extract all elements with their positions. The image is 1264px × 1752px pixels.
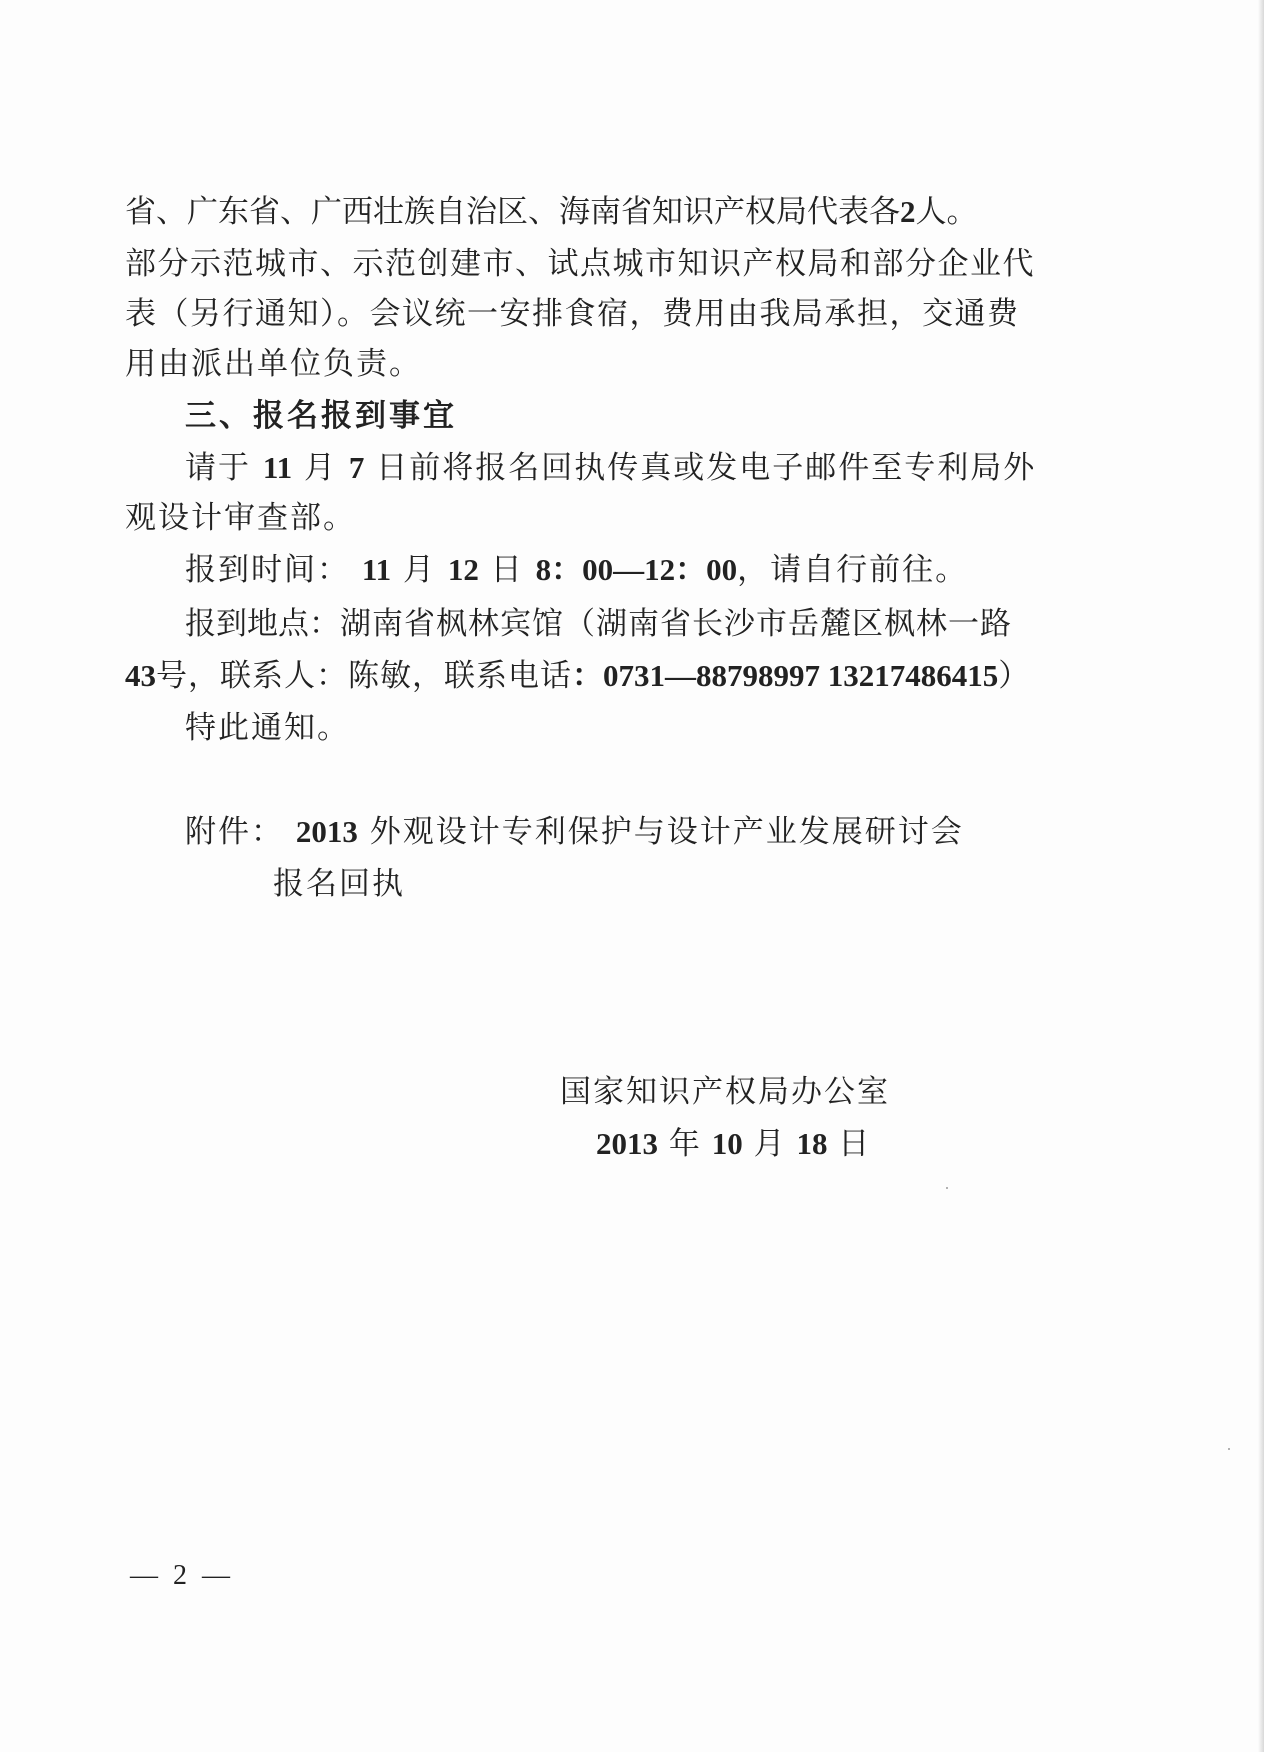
page-number: — 2 — (130, 1560, 234, 1591)
text-segment: 年 (668, 1126, 701, 1162)
bold-number: 2 (900, 194, 916, 229)
attachment-line-2: 报名回执 (273, 866, 405, 902)
text-segment: 省、广东省、广西壮族自治区、海南省知识产权局代表各 (125, 194, 900, 230)
bold-number: 12 (447, 552, 479, 587)
paragraph-1-line-2 (125, 244, 1035, 284)
paragraph-2-line-1 (185, 448, 1036, 488)
bold-number: 43 (125, 658, 156, 693)
text-segment: 部分示范城市、示范创建市、试点城市知识产权局和部分企业代 (125, 246, 1035, 282)
bold-number: 7 (348, 450, 365, 485)
text-segment: 月 (403, 552, 437, 588)
attachment-line-1 (185, 812, 964, 852)
text-segment: ） (998, 658, 1030, 694)
text-segment: 日前将报名回执传真或发电子邮件至专利局外 (376, 450, 1037, 486)
paragraph-1-line-1 (125, 192, 978, 232)
text-segment: 日 (490, 552, 524, 588)
attachment-title: 外观设计专利保护与设计产业发展研讨会 (369, 814, 964, 850)
text-segment: ，请自行前往。 (737, 552, 969, 588)
scan-speck (946, 1187, 948, 1189)
field-label: 报到地点： (185, 606, 340, 642)
bold-number: 2013 (596, 1126, 658, 1161)
section-3-heading: 三、报名报到事宜 (185, 398, 457, 434)
scan-speck (1228, 1448, 1230, 1450)
text-segment: 请于 (185, 450, 251, 486)
scan-edge-shadow (1258, 0, 1264, 1752)
paragraph-1-line-3 (125, 294, 1020, 334)
text-segment: 日 (838, 1126, 871, 1162)
text-segment: 月 (753, 1126, 786, 1162)
bold-number: 11 (262, 450, 293, 485)
text-segment: 观设计审查部。 (125, 500, 356, 536)
closing-line: 特此通知。 (185, 710, 350, 746)
text-segment (900, 192, 978, 232)
phone-numbers: ：0731—88798997 13217486415 (572, 658, 999, 693)
text-segment: 用由派出单位负责。 (125, 346, 422, 382)
registration-place-line-1 (185, 604, 1012, 644)
issuing-organization: 国家知识产权局办公室 (560, 1074, 890, 1110)
text-segment: 号，联系人：陈敏，联系电话 (156, 658, 572, 694)
paragraph-1-line-4 (125, 344, 422, 384)
bold-time: 8：00—12：00 (535, 552, 738, 587)
bold-number: 10 (711, 1126, 743, 1161)
text-segment: 月 (304, 450, 338, 486)
bold-number: 18 (796, 1126, 828, 1161)
issue-date (596, 1124, 870, 1164)
registration-time-line (185, 550, 968, 590)
attachment-label: 附件： (185, 814, 284, 850)
text-segment: 表（另行通知）。会议统一安排食宿，费用由我局承担，交通费 (125, 296, 1020, 332)
paragraph-2-line-2 (125, 498, 356, 538)
registration-place-line-2 (125, 656, 1029, 696)
text-segment: 人。 (915, 194, 978, 230)
text-segment: 湖南省枫林宾馆（湖南省长沙市岳麓区枫林一路 (340, 606, 1012, 642)
bold-number: 2013 (295, 814, 358, 849)
bold-number: 11 (361, 552, 392, 587)
field-label: 报到时间： (185, 552, 350, 588)
